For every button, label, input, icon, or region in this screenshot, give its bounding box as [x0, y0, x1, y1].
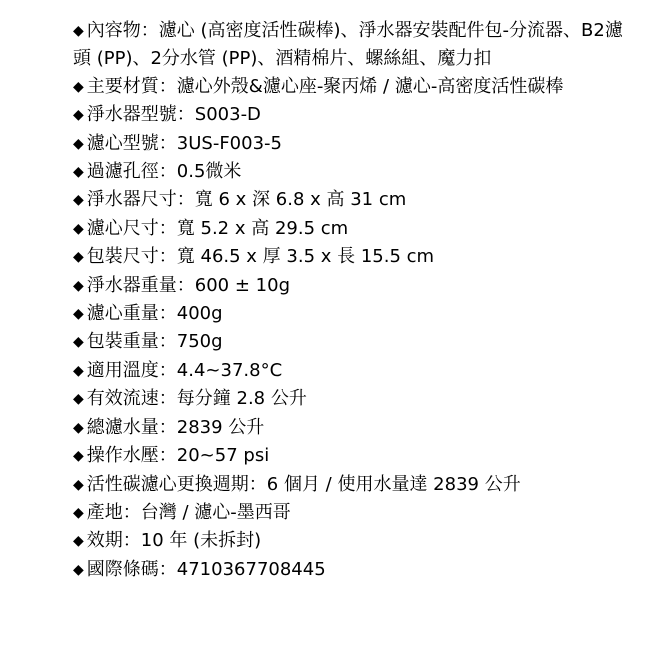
- spec-item-total-capacity: [73, 414, 633, 442]
- diamond-bullet-icon: ◆: [73, 533, 84, 550]
- spec-text: 淨水器重量：600 ± 10g: [86, 274, 290, 296]
- spec-text: 濾心型號：3US-F003-5: [86, 132, 282, 154]
- spec-item-filter-weight: [73, 300, 633, 328]
- diamond-bullet-icon: ◆: [73, 249, 84, 266]
- spec-text: 國際條碼：4710367708445: [86, 558, 326, 580]
- diamond-bullet-icon: ◆: [73, 135, 84, 152]
- spec-text: 主要材質：濾心外殼&濾心座-聚丙烯 / 濾心-高密度活性碳棒: [86, 75, 564, 97]
- spec-text: 效期：10 年 (未拆封): [86, 530, 262, 552]
- spec-text: 產地：台灣 / 濾心-墨西哥: [86, 501, 291, 523]
- spec-text: 活性碳濾心更換週期：6 個月 / 使用水量達 2839 公升: [86, 473, 521, 495]
- diamond-bullet-icon: ◆: [73, 164, 84, 181]
- spec-text: 濾心重量：400g: [86, 303, 223, 325]
- diamond-bullet-icon: ◆: [73, 23, 84, 39]
- spec-text: 總濾水量：2839 公升: [86, 416, 265, 438]
- spec-text: 包裝重量：750g: [86, 331, 223, 353]
- spec-text: 濾心尺寸：寬 5.2 x 高 29.5 cm: [86, 217, 349, 239]
- spec-item-filter-model: [73, 130, 633, 158]
- diamond-bullet-icon: ◆: [73, 277, 84, 294]
- spec-text: 包裝尺寸：寬 46.5 x 厚 3.5 x 長 15.5 cm: [86, 246, 435, 268]
- diamond-bullet-icon: ◆: [73, 362, 84, 379]
- diamond-bullet-icon: ◆: [73, 334, 84, 351]
- diamond-bullet-icon: ◆: [73, 561, 84, 578]
- spec-text: 內容物：濾心 (高密度活性碳棒)、淨水器安裝配件包-分流器、B2濾頭 (PP)、2分水管 (PP)、酒精棉片、螺絲組、魔力扣: [73, 20, 623, 70]
- spec-item-origin: [73, 499, 633, 527]
- spec-item-pressure: [73, 442, 633, 470]
- spec-text: 有效流速：每分鐘 2.8 公升: [86, 388, 307, 410]
- diamond-bullet-icon: ◆: [73, 192, 84, 209]
- diamond-bullet-icon: ◆: [73, 220, 84, 237]
- diamond-bullet-icon: ◆: [73, 448, 84, 465]
- spec-item-flow-rate: [73, 385, 633, 413]
- diamond-bullet-icon: ◆: [73, 107, 84, 124]
- diamond-bullet-icon: ◆: [73, 504, 84, 521]
- spec-item-purifier-weight: [73, 272, 633, 300]
- spec-item-contents: [73, 17, 633, 73]
- spec-item-shelf-life: [73, 527, 633, 555]
- spec-text: 淨水器型號：S003-D: [86, 104, 261, 126]
- spec-text: 過濾孔徑：0.5微米: [86, 161, 242, 183]
- diamond-bullet-icon: ◆: [73, 476, 84, 493]
- spec-item-replacement-cycle: [73, 471, 633, 499]
- diamond-bullet-icon: ◆: [73, 306, 84, 323]
- spec-text: 淨水器尺寸：寬 6 x 深 6.8 x 高 31 cm: [86, 189, 407, 211]
- diamond-bullet-icon: ◆: [73, 419, 84, 436]
- spec-list: [73, 17, 633, 584]
- spec-item-package-size: [73, 243, 633, 271]
- spec-item-purifier-size: [73, 186, 633, 214]
- diamond-bullet-icon: ◆: [73, 391, 84, 408]
- spec-item-temperature: [73, 357, 633, 385]
- diamond-bullet-icon: ◆: [73, 78, 84, 95]
- spec-item-barcode: [73, 556, 633, 584]
- spec-text: 適用溫度：4.4~37.8°C: [86, 359, 283, 381]
- spec-item-filter-size: [73, 215, 633, 243]
- spec-item-package-weight: [73, 328, 633, 356]
- spec-text: 操作水壓：20~57 psi: [86, 445, 270, 467]
- spec-item-material: [73, 73, 633, 101]
- spec-item-pore-size: [73, 158, 633, 186]
- spec-item-purifier-model: [73, 101, 633, 129]
